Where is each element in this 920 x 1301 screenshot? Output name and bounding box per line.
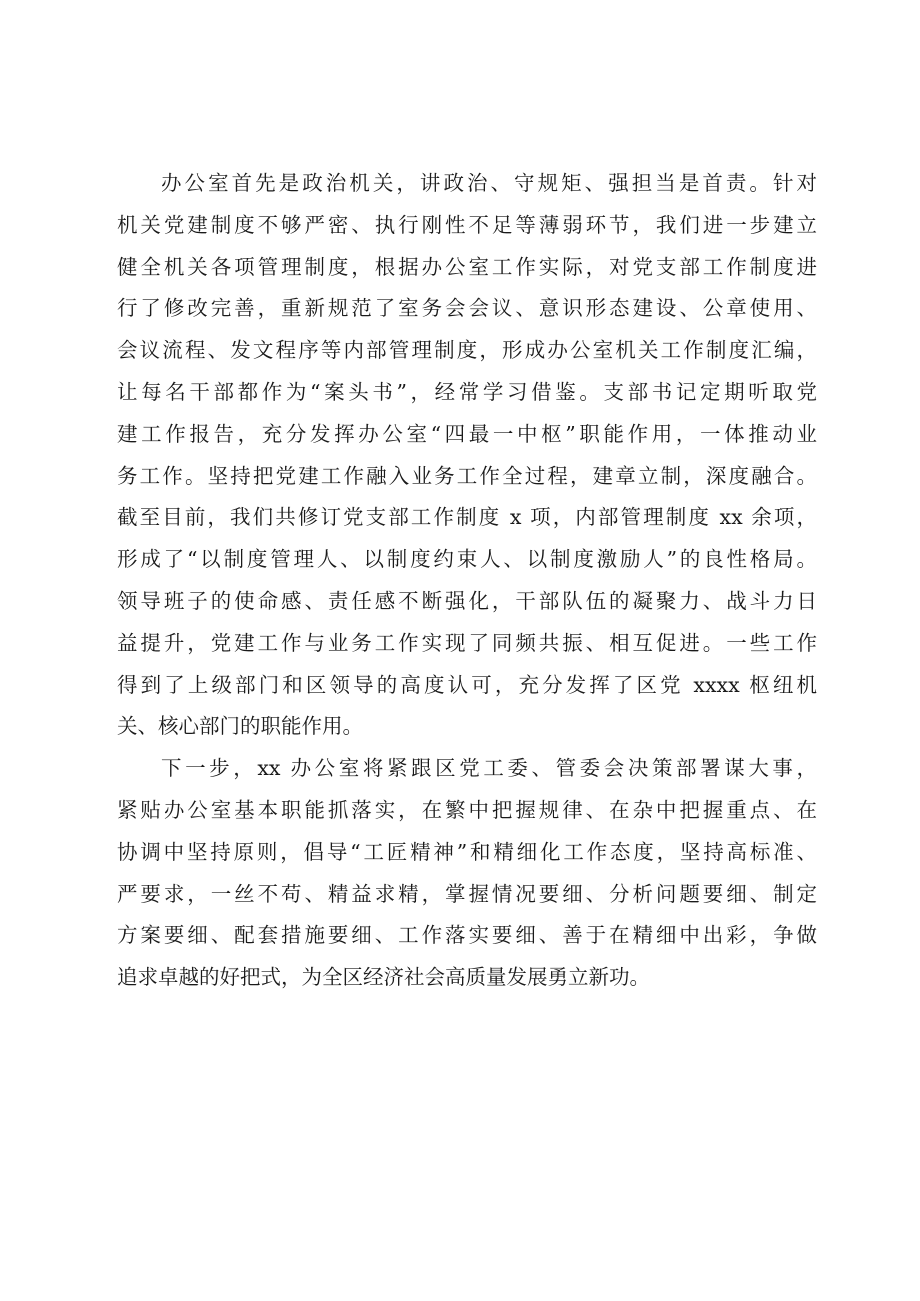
text-line: 益提升，党建工作与业务工作实现了同频共振、相互促进。一些工作 [117,630,817,655]
text-line: 领导班子的使命感、责任感不断强化，干部队伍的凝聚力、战斗力日 [117,588,817,613]
text-line: 追求卓越的好把式，为全区经济社会高质量发展勇立新功。 [117,965,650,990]
text-line: 协调中坚持原则，倡导“工匠精神”和精细化工作态度，坚持高标准、 [117,839,817,864]
text-line: 行了修改完善，重新规范了室务会会议、意识形态建设、公章使用、 [117,296,817,321]
text-line: 形成了“以制度管理人、以制度约束人、以制度激励人”的良性格局。 [117,547,817,572]
text-line: 机关党建制度不够严密、执行刚性不足等薄弱环节，我们进一步建立 [117,212,817,237]
text-line: 紧贴办公室基本职能抓落实，在繁中把握规律、在杂中把握重点、在 [117,797,817,822]
text-line: 办公室首先是政治机关，讲政治、守规矩、强担当是首责。针对 [161,171,817,195]
text-line: 会议流程、发文程序等内部管理制度，形成办公室机关工作制度汇编， [117,338,817,363]
text-line: 截至目前，我们共修订党支部工作制度 x 项，内部管理制度 xx 余项， [117,505,817,530]
text-line: 让每名干部都作为“案头书”，经常学习借鉴。支部书记定期听取党 [117,379,817,404]
paragraph-2 [117,748,817,999]
document-body [117,163,817,999]
text-line: 得到了上级部门和区领导的高度认可，充分发挥了区党 xxxx 枢纽机 [117,672,817,697]
text-line: 下一步，xx 办公室将紧跟区党工委、管委会决策部署谋大事， [161,756,817,781]
text-line: 严要求，一丝不苟、精益求精，掌握情况要细、分析问题要细、制定 [117,881,817,906]
paragraph-1 [117,163,817,748]
text-line: 健全机关各项管理制度，根据办公室工作实际，对党支部工作制度进 [117,254,817,279]
text-line: 务工作。坚持把党建工作融入业务工作全过程，建章立制，深度融合。 [117,463,817,488]
text-line: 建工作报告，充分发挥办公室“四最一中枢”职能作用，一体推动业 [117,421,817,446]
text-line: 关、核心部门的职能作用。 [117,714,363,739]
text-line: 方案要细、配套措施要细、工作落实要细、善于在精细中出彩，争做 [117,923,817,948]
